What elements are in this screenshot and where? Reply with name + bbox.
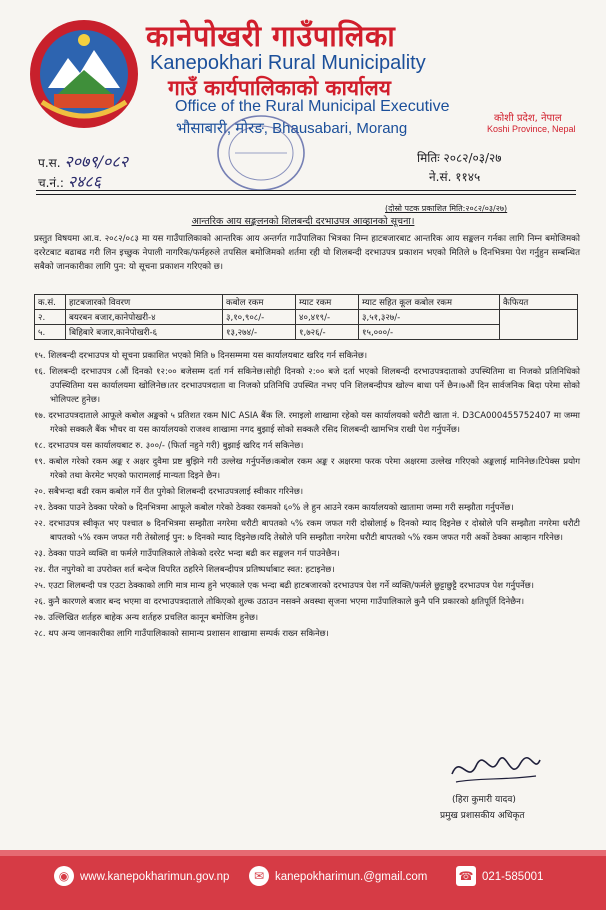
footer-email-link[interactable]: kanepokharimun.@gmail.com bbox=[275, 871, 428, 883]
handwritten-signature bbox=[446, 744, 544, 792]
table-header-row bbox=[35, 295, 578, 310]
ns-label: ने.सं. bbox=[429, 170, 452, 184]
ref-date-row bbox=[417, 149, 502, 166]
term-22: २२. दरभाउपत्र स्वीकृत भए पश्चात ७ दिनभित्रमा सम्झौता नगरेमा धरौटी बापतको ५% रकम जफत गरी दोस्रोलाई ७ दिनको म्याद दिइनेछ र दोस्रोले पनि सम्झौता नगरेमा धरौटी बापतको ५% रकम जफत गरी तेस्रोलाई पुन: ७ दिनको म्याद दिइनेछ।यदि तेस्रोले पनि सम्झौता नगरेमा धरौटी बापतको ५% रकम जफत गरी अर्को ठेक्का आव्हान गरिनेछ। bbox=[34, 519, 580, 543]
col-total-amount: म्याट सहित कूल कबोल रकम bbox=[359, 295, 500, 310]
term-23: २३. ठेक्का पाउने व्यक्ति वा फर्मले गाउँपालिकाले तोकेको दररेट भन्दा बढी कर सङ्कलन गर्न पाउनेछैन। bbox=[34, 549, 340, 559]
term-20: २०. सबैभन्दा बढी रकम कबोल गर्ने रीत पुगेको शिलबन्दी दरभाउपत्रलाई स्वीकार गरिनेछ। bbox=[34, 487, 304, 497]
term-28: २८. थप अन्य जानकारीका लागि गाउँपालिकाको सामान्य प्रशासन शाखामा सम्पर्क राख्न सकिनेछ। bbox=[34, 629, 329, 639]
header-divider-thin bbox=[36, 194, 576, 195]
globe-icon: ◉ bbox=[54, 866, 74, 886]
cell-vat-amount: ४०,४१९/- bbox=[296, 310, 359, 325]
col-market: हाटबजारको विवरण bbox=[66, 295, 223, 310]
email-icon: ✉ bbox=[249, 866, 269, 886]
term-21: २१. ठेक्का पाउने ठेक्का परेको ७ दिनभित्रमा आफूले कबोल गरेको ठेक्का रकमको ६०% ले हुन आउने रकम कार्यालयको खातामा जम्मा गरी सम्झौता गर्नुपर्नेछ। bbox=[34, 503, 514, 513]
cn-value: २४८६ bbox=[67, 172, 102, 191]
municipality-title-english: Kanepokhari Rural Municipality bbox=[150, 52, 426, 74]
signatory-title: प्रमुख प्रशासकीय अधिकृत bbox=[440, 811, 525, 821]
cell-serial: ५. bbox=[35, 325, 66, 340]
cell-total-amount: १५,०००/- bbox=[359, 325, 500, 340]
bid-table bbox=[34, 294, 578, 340]
terms-list bbox=[34, 349, 580, 643]
municipality-title-nepali: कानेपोखरी गाउँपालिका bbox=[146, 19, 396, 53]
phone-icon: ☎ bbox=[456, 866, 476, 886]
cell-vat-amount: १,७२६/- bbox=[296, 325, 359, 340]
term-15: १५. शिलबन्दी दरभाउपत्र यो सूचना प्रकाशित भएको मिति ७ दिनसम्ममा यस कार्यालयबाट खरिद गर्न सकिनेछ। bbox=[34, 351, 368, 361]
cell-bid-amount: १३,२७४/- bbox=[223, 325, 296, 340]
province-nepali: कोशी प्रदेश, नेपाल bbox=[494, 113, 562, 124]
date-label: मितिः bbox=[417, 151, 440, 165]
office-stamp bbox=[215, 112, 307, 194]
term-18: १८. दरभाउपत्र यस कार्यालयबाट रु. ३००/- (फिर्ता नहुने गरी) बुझाई खरिद गर्न सकिनेछ। bbox=[34, 441, 304, 451]
office-title-english: Office of the Rural Municipal Executive bbox=[175, 98, 450, 115]
footer-phone[interactable]: 021-585001 bbox=[482, 871, 544, 883]
footer-website-link[interactable]: www.kanepokharimun.gov.np bbox=[80, 871, 230, 883]
municipality-emblem-logo bbox=[28, 18, 140, 130]
ps-value: २०७९/०८२ bbox=[64, 152, 129, 171]
ns-value: ११४५ bbox=[455, 170, 481, 184]
notice-subject: आन्तरिक आय सङ्कलनको शिलबन्दी दरभाउपत्र आव्हानको सूचना। bbox=[191, 216, 415, 227]
term-24: २४. रीत नपुगेको वा उपरोक्त शर्त बन्देज विपरित ठहरिने शिलबन्दीपत्र प्रतिष्पर्धाबाट स्वत: हटाइनेछ। bbox=[34, 565, 335, 575]
ref-ns-row bbox=[429, 168, 480, 185]
term-26: २६. कुनै कारणले बजार बन्द भएमा वा दरभाउपत्रदाताले तोकिएको शुल्क उठाउन नसक्ने अवस्था सृजना भएमा गाउँपालिकाले कुनै पनि प्रकारको क्षतिपूर्ति दिनेछैन। bbox=[34, 597, 525, 607]
published-date-note: (दोस्रो पटक प्रकाशित मिति:२०८२/०३/२७) bbox=[385, 204, 508, 213]
term-27: २७. उल्लिखित शर्तहरु बाहेक अन्य शर्तहरु प्रचलित कानून बमोजिम हुनेछ। bbox=[34, 613, 259, 623]
term-16: १६. शिलबन्दी दरभाउपत्र ८औं दिनको १२:०० बजेसम्म दर्ता गर्न सकिनेछ।सोही दिनको २:०० बजे दर्ता भएको शिलबन्दी दरभाउपत्रदाताको उपस्थितिमा वा निजको प्रतिनिधिको उपस्थितिमा यस कार्यालयमा खोलिनेछ।तर दरभाउपत्रदाता वा निजको प्रतिनिधि उपस्थित नभए पनि शिलबन्दीपत्र खोल्न बाधा पर्ने छैन।७औं दिन सार्वजनिक बिदा परेमा सोको भोलिपल्ट हुनेछ। bbox=[34, 367, 580, 405]
cn-label: च.नं.: bbox=[38, 176, 64, 190]
date-value: २०८२/०३/२७ bbox=[443, 151, 502, 165]
header-divider bbox=[36, 190, 576, 191]
ref-cn-row bbox=[38, 170, 101, 192]
cell-market: बिहिबारे बजार,कानेपोखरी-६ bbox=[66, 325, 223, 340]
office-address: भौसाबारी, मोरङ, Bhausabari, Morang bbox=[176, 120, 408, 137]
cell-total-amount: ३,५१,३२७/- bbox=[359, 310, 500, 325]
province-english: Koshi Province, Nepal bbox=[487, 124, 576, 134]
ref-ps-row bbox=[38, 150, 128, 172]
office-title-nepali: गाउँ कार्यपालिकाको कार्यालय bbox=[168, 76, 391, 100]
ps-label: प.स. bbox=[38, 156, 61, 170]
table-row bbox=[35, 310, 578, 325]
cell-remarks bbox=[500, 310, 578, 340]
table-row bbox=[35, 325, 578, 340]
term-25: २५. एउटा शिलबन्दी पत्र एउटा ठेक्काको लागि मात्र मान्य हुने भएकाले एक भन्दा बढी हाटबजारको दरभाउपत्र पेश गर्ने व्यक्ति/फर्मले छुट्टाछुट्टै दरभाउपत्र पेश गर्नुपर्नेछ। bbox=[34, 581, 534, 591]
col-remarks: कैफियत bbox=[500, 295, 578, 310]
cell-serial: २. bbox=[35, 310, 66, 325]
notice-intro: प्रस्तुत विषयमा आ.व. २०८२/०८३ मा यस गाउँपालिकाको आन्तरिक आय अन्तर्गत गाउँपालिका भित्रका निम्न हाटबजारबाट आन्तरिक आय सङ्कलन गर्नका लागि निम्न बमोजिमको दररेटबाट बढाबढ गरी लिन इच्छुक नेपाली नागरिक/फर्महरुले तपसिल बमोजिमको शर्तमा रही यो शिलबन्दी दरभाउपत्र प्रकाशन भएको मितिले ७ दिनभित्रमा पेश गर्नुहुन सम्बन्धित सबैको जानकारीका लागि पुन: यो सूचना प्रकाशन गरिएको छ। bbox=[34, 234, 580, 272]
col-bid-amount: कबोल रकम bbox=[223, 295, 296, 310]
cell-bid-amount: ३,१०,९०८/- bbox=[223, 310, 296, 325]
term-17: १७. दरभाउपत्रदाताले आफूले कबोल अङ्कको ५ प्रतिशत रकम NIC ASIA बैंक लि. रमाइलो शाखामा रहेको यस कार्यालयको धरौटी खाता नं. D3CA000455752407 मा जम्मा गरेको सक्कलै बैंक भौचर वा यस कार्यालयको राजश्व शाखामा नगद बुझाई सोको सक्कलै रसिद शिलबन्दी खामभित्र राखी पेश गर्नुपर्नेछ। bbox=[34, 411, 580, 435]
col-vat-amount: म्याट रकम bbox=[296, 295, 359, 310]
signatory-name: (हिरा कुमारी यादव) bbox=[452, 795, 516, 805]
footer bbox=[0, 856, 606, 910]
cell-market: बयरबन बजार,कानेपोखरी-४ bbox=[66, 310, 223, 325]
term-19: १९. कबोल गरेको रकम अङ्क र अक्षर दुवैमा प्रष्ट बुझिने गरी उल्लेख गर्नुपर्नेछ।कबोल रकम अङ्क र अक्षरमा फरक परेमा अक्षरमा उल्लेख गरिएको अङ्कलाई मानिनेछ।टिपेक्स प्रयोग गरेको तथा केरमेट भएको फारामलाई मान्यता दिइने छैन। bbox=[34, 457, 580, 481]
col-serial: क.सं. bbox=[35, 295, 66, 310]
